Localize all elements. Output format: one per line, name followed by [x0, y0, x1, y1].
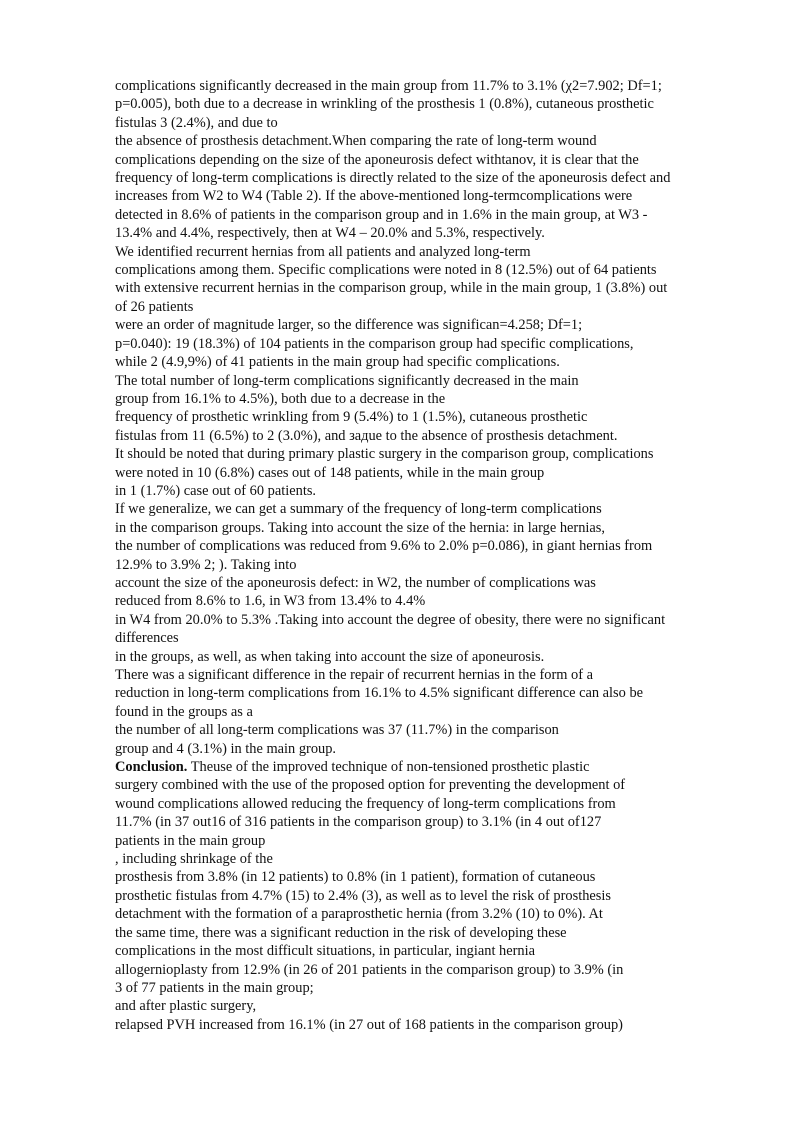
text-line: were noted in 10 (6.8%) cases out of 148 patients, while in the main group — [115, 464, 545, 481]
conclusion-line — [115, 758, 745, 776]
text-line: while 2 (4.9,9%) of 41 patients in the main group had specific complications. — [115, 354, 560, 371]
text-line: in the comparison groups. Taking into account the size of the hernia: in large hernias, — [115, 519, 606, 536]
text-line: patients in the main group — [115, 832, 266, 849]
text-line: wound complications allowed reducing the frequency of long-term complications from — [115, 795, 616, 812]
text-line: the same time, there was a significant reduction in the risk of developing these — [115, 924, 567, 941]
text-line: relapsed PVH increased from 16.1% (in 27 out of 168 patients in the comparison group) — [115, 1016, 623, 1033]
text-line: differences — [115, 630, 179, 647]
text-line: We identified recurrent hernias from all patients and analyzed long-term — [115, 243, 531, 260]
text-line: prosthetic fistulas from 4.7% (15) to 2.4% (3), as well as to level the risk of prosthesis — [115, 887, 611, 904]
text-line: allogernioplasty from 12.9% (in 26 of 201 patients in the comparison group) to 3.9% (in — [115, 961, 624, 978]
text-line: It should be noted that during primary plastic surgery in the comparison group, complications — [115, 446, 654, 463]
text-line: There was a significant difference in the repair of recurrent hernias in the form of a — [115, 667, 594, 683]
text-line: , including shrinkage of the — [115, 851, 273, 868]
text-line: of 26 patients — [115, 298, 194, 315]
text-line: increases from W2 to W4 (Table 2). If the above-mentioned long-termcomplications were — [115, 188, 633, 205]
text-line: The total number of long-term complications significantly decreased in the main — [115, 372, 579, 389]
text-line: with extensive recurrent hernias in the comparison group, while in the main group, 1 (3.8%) out — [115, 280, 668, 297]
text-line: were an order of magnitude larger, so the difference was significan=4.258; Df=1; — [115, 317, 583, 334]
text-line: group and 4 (3.1%) in the main group. — [115, 740, 337, 757]
text-line: p=0.005), both due to a decrease in wrinkling of the prosthesis 1 (0.8%), cutaneous prosthetic — [115, 96, 654, 113]
text-line: complications depending on the size of the aponeurosis defect withtanov, it is clear that the — [115, 151, 639, 168]
text-line: frequency of prosthetic wrinkling from 9 (5.4%) to 1 (1.5%), cutaneous prosthetic — [115, 409, 588, 426]
text-line: and after plastic surgery, — [115, 998, 257, 1015]
text-line: complications among them. Specific complications were noted in 8 (12.5%) out of 64 patients — [115, 262, 657, 279]
text-line: 13.4% and 4.4%, respectively, then at W4 – 20.0% and 5.3%, respectively. — [115, 225, 545, 242]
text-line: fistulas 3 (2.4%), and due to — [115, 114, 278, 131]
text-line: account the size of the aponeurosis defect: in W2, the number of complications was — [115, 574, 596, 591]
text-line: the number of all long-term complications was 37 (11.7%) in the comparison — [115, 722, 559, 739]
text-line: the absence of prosthesis detachment.When comparing the rate of long-term wound — [115, 133, 597, 150]
text-line: group from 16.1% to 4.5%), both due to a decrease in the — [115, 390, 446, 407]
text-line: surgery combined with the use of the proposed option for preventing the development of — [115, 777, 626, 794]
text-line: detachment with the formation of a paraprosthetic hernia (from 3.2% (10) to 0%). At — [115, 906, 603, 923]
text-line: frequency of long-term complications is directly related to the size of the aponeurosis defect and — [115, 170, 671, 187]
text-line: the number of complications was reduced from 9.6% to 2.0% p=0.086), in giant hernias from — [115, 538, 653, 555]
text-line: in 1 (1.7%) case out of 60 patients. — [115, 482, 317, 499]
text-line: in W4 from 20.0% to 5.3% .Taking into account the degree of obesity, there were no significant — [115, 611, 666, 628]
text-line: complications significantly decreased in the main group from 11.7% to 3.1% (χ2=7.902; Df=1; — [115, 78, 662, 94]
text-line: prosthesis from 3.8% (in 12 patients) to 0.8% (in 1 patient), formation of cutaneous — [115, 869, 596, 886]
text-line: If we generalize, we can get a summary of the frequency of long-term complications — [115, 501, 602, 518]
conclusion-text: Theuse of the improved technique of non-tensioned prosthetic plastic — [187, 759, 590, 776]
text-line: 12.9% to 3.9% 2; ). Taking into — [115, 556, 297, 573]
text-line: detected in 8.6% of patients in the comparison group and in 1.6% in the main group, at W3 - — [115, 206, 648, 223]
text-line: reduced from 8.6% to 1.6, in W3 from 13.4% to 4.4% — [115, 593, 426, 610]
text-line: 3 of 77 patients in the main group; — [115, 979, 314, 996]
text-line: reduction in long-term complications from 16.1% to 4.5% significant difference can also be — [115, 685, 644, 702]
text-line: p=0.040): 19 (18.3%) of 104 patients in the comparison group had specific complications, — [115, 335, 634, 352]
document-body — [115, 77, 745, 1034]
text-line: found in the groups as a — [115, 703, 253, 720]
text-line: in the groups, as well, as when taking into account the size of aponeurosis. — [115, 648, 545, 665]
text-line: complications in the most difficult situations, in particular, ingiant hernia — [115, 943, 535, 960]
text-line: fistulas from 11 (6.5%) to 2 (3.0%), and задue to the absence of prosthesis detachment. — [115, 427, 618, 444]
conclusion-label: Conclusion. — [115, 759, 188, 776]
text-line: 11.7% (in 37 out16 of 316 patients in the comparison group) to 3.1% (in 4 out of127 — [115, 814, 602, 831]
